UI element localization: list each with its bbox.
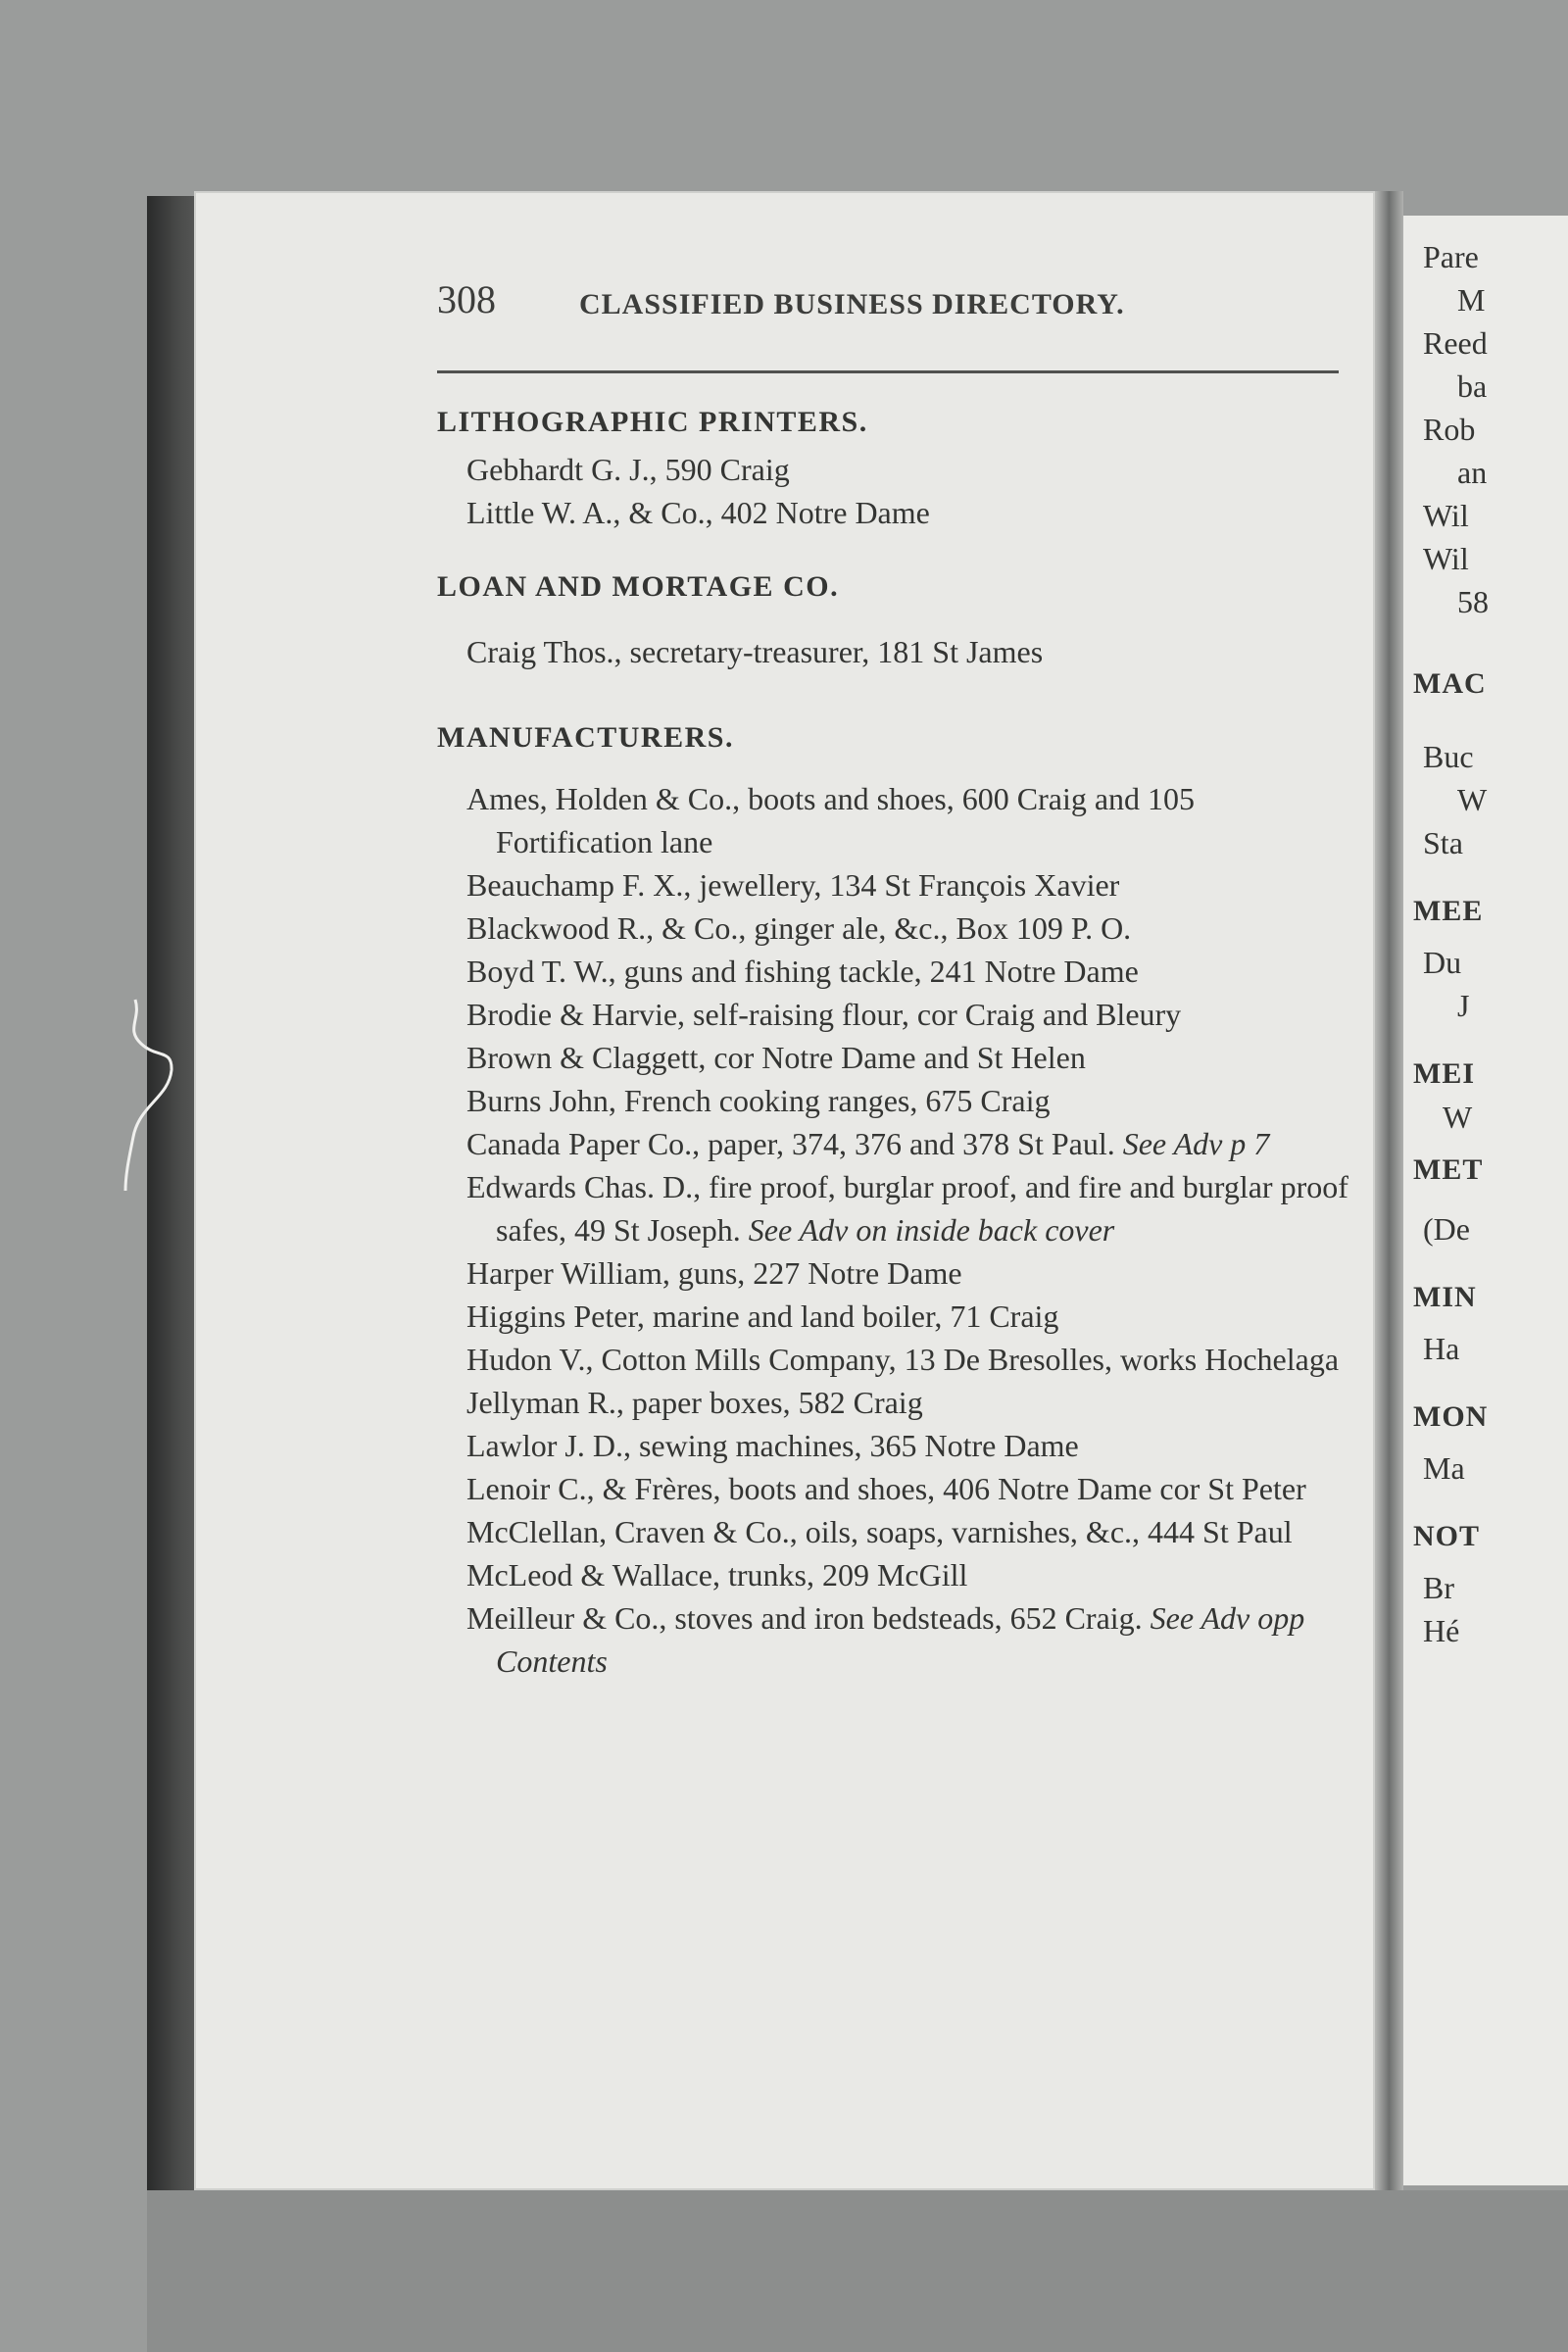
directory-entry: Brodie & Harvie, self-raising flour, cor Craig and Bleury (466, 997, 1182, 1032)
facing-line: M (1457, 282, 1486, 318)
directory-entry: Lenoir C., & Frères, boots and shoes, 406 Notre Dame cor St Peter (466, 1471, 1306, 1506)
page-header (437, 276, 1339, 335)
scan-background (147, 2190, 1568, 2352)
directory-entry: Craig Thos., secretary-treasurer, 181 St James (466, 634, 1044, 669)
directory-entry: Blackwood R., & Co., ginger ale, &c., Box 109 P. O. (466, 910, 1132, 946)
facing-line: Buc (1423, 739, 1474, 774)
facing-line: Hé (1423, 1613, 1460, 1648)
directory-entry: Hudon V., Cotton Mills Company, 13 De Bresolles, works Hochelaga (466, 1342, 1340, 1377)
facing-line: Ma (1423, 1450, 1465, 1486)
running-title: CLASSIFIED BUSINESS DIRECTORY. (579, 288, 1125, 320)
facing-heading: MEI (1413, 1057, 1475, 1090)
page-gutter (1375, 191, 1403, 2190)
facing-line: Wil (1423, 541, 1469, 576)
directory-entry: Beauchamp F. X., jewellery, 134 St François Xavier (466, 867, 1120, 903)
directory-entry: Burns John, French cooking ranges, 675 Craig (466, 1083, 1051, 1118)
facing-line: J (1457, 988, 1470, 1023)
section-gap (437, 673, 1348, 712)
facing-line: W (1443, 1100, 1473, 1135)
directory-entry (437, 1165, 1348, 1251)
facing-line: 58 (1457, 584, 1489, 619)
facing-heading: MEE (1413, 895, 1484, 927)
advert-reference: See Adv opp Contents (496, 1600, 1305, 1679)
directory-entry: Harper William, guns, 227 Notre Dame (466, 1255, 962, 1291)
section-loan-and-mortage-co (437, 562, 1348, 673)
section-heading: LOAN AND MORTAGE CO. (437, 570, 840, 603)
facing-line: Sta (1423, 825, 1463, 860)
facing-line: Ha (1423, 1331, 1460, 1366)
facing-heading: MET (1413, 1153, 1484, 1186)
facing-line: (De (1423, 1211, 1470, 1247)
facing-page-text (1403, 216, 1568, 1652)
directory-entry: Little W. A., & Co., 402 Notre Dame (466, 495, 930, 530)
directory-entry: Gebhardt G. J., 590 Craig (466, 452, 790, 487)
directory-entry: McLeod & Wallace, trunks, 209 McGill (466, 1557, 968, 1592)
facing-line: Du (1423, 945, 1462, 980)
entry-text: Meilleur & Co., stoves and iron bedsteads, 652 Craig. (466, 1600, 1143, 1636)
facing-heading: NOT (1413, 1520, 1481, 1552)
facing-line: W (1457, 782, 1488, 817)
directory-entry (437, 1122, 1348, 1165)
advert-reference: See Adv p 7 (1122, 1126, 1270, 1161)
directory-entry: McClellan, Craven & Co., oils, soaps, varnishes, &c., 444 St Paul (466, 1514, 1293, 1549)
header-rule (437, 370, 1339, 373)
facing-line: Reed (1423, 325, 1488, 361)
directory-entry (437, 1596, 1348, 1683)
entry-text: Canada Paper Co., paper, 374, 376 and 378 St Paul. (466, 1126, 1115, 1161)
section-heading: LITHOGRAPHIC PRINTERS. (437, 406, 868, 438)
directory-entry: Lawlor J. D., sewing machines, 365 Notre Dame (466, 1428, 1079, 1463)
section-gap (437, 534, 1348, 562)
facing-line: Rob (1423, 412, 1476, 447)
entry-text: Edwards Chas. D., fire proof, burglar proof, and fire and burglar proof safes, 49 St Joseph. (466, 1169, 1348, 1248)
directory-entry: Brown & Claggett, cor Notre Dame and St Helen (466, 1040, 1086, 1075)
facing-heading: MAC (1413, 667, 1487, 700)
facing-line: an (1457, 455, 1488, 490)
margin-pencil-mark (118, 990, 245, 1196)
facing-heading: MIN (1413, 1281, 1477, 1313)
advert-reference: See Adv on inside back cover (748, 1212, 1115, 1248)
facing-heading: MON (1413, 1400, 1489, 1433)
directory-content (437, 397, 1348, 1683)
facing-line: Br (1423, 1570, 1454, 1605)
directory-entry: Boyd T. W., guns and fishing tackle, 241 Notre Dame (466, 954, 1139, 989)
section-heading: MANUFACTURERS. (437, 721, 734, 754)
section-manufacturers (437, 712, 1348, 1683)
facing-page (1403, 216, 1568, 2185)
directory-entry: Jellyman R., paper boxes, 582 Craig (466, 1385, 923, 1420)
facing-line: ba (1457, 368, 1488, 404)
page-number: 308 (437, 277, 496, 321)
directory-entry: Ames, Holden & Co., boots and shoes, 600 Craig and 105 Fortification lane (466, 781, 1196, 859)
directory-entry: Higgins Peter, marine and land boiler, 71 Craig (466, 1298, 1059, 1334)
facing-line: Pare (1423, 239, 1479, 274)
section-lithographic-printers (437, 397, 1348, 534)
facing-line: Wil (1423, 498, 1469, 533)
